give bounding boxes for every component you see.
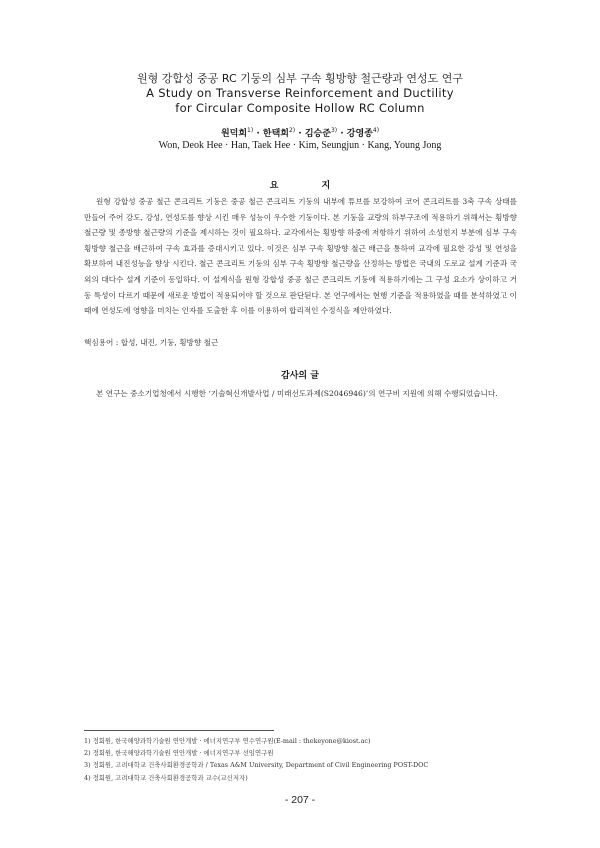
footnotes — [84, 735, 524, 784]
author-name: 원덕희 — [220, 129, 248, 139]
keywords: 핵심용어 : 합성, 내진, 기둥, 횡방향 철근 — [84, 338, 219, 347]
abstract-text: 원형 강합성 중공 철근 콘크리트 기둥은 중공 철근 콘크리트 기둥의 내부에 튜브를 보강하여 코어 콘크리트를 3축 구속 상태를 만들어 주어 강도, 강성, 연성도를 향상 시킨 매우 성능이 우수한 기둥이다. 본 기둥을 교량의 하부구조에 적용하기 위해서는 횡방향 철근량 및 종방향 철근량의 기준을 제시하는 것이 필요하다. 교각에서는 횡방향 하중에 저항하기 위하여 소성힌지 부분에 심부 구속 횡방향 철근을 배근하여 구속 효과를 증대시키고 있다. 이것은 심부 구속 횡방향 철근 배근을 통하여 교각에 필요한 강성 및 연성을 확보하여 내진성능을 향상 시킨다. 철근 콘크리트 기둥의 심부 구속 횡방향 철근량을 산정하는 방법은 국내의 도로교 설계 기준과 국외의 대다수 설계 기준이 동일하다. 이 설계식을 원형 강합성 중공 철근 콘크리트 기둥에 적용하기에는 그 구성 요소가 상이하고 거동 특성이 다르기 때문에 새로운 방법이 적용되어야 할 것으로 판단된다. 본 연구에서는 현행 기준을 적용하였을 때를 분석하였고 이때에 연성도에 영향을 미치는 인자를 도출한 후 이를 이용하여 합리적인 수정식을 제안하였다. — [84, 197, 517, 316]
title-korean: 원형 강합성 중공 RC 기둥의 심부 구속 횡방향 철근량과 연성도 연구 — [136, 72, 463, 85]
title-english-line2: for Circular Composite Hollow RC Column — [175, 101, 425, 115]
title-english-line1: A Study on Transverse Reinforcement and Ductility — [146, 86, 454, 100]
footnote-4: 4) 정회원, 고려대학교 건축사회환경공학과 교수(교신저자) — [84, 773, 248, 782]
page-number: - 207 - — [284, 794, 316, 806]
acknowledgement-heading: 감사의 글 — [281, 371, 319, 381]
authors-korean — [0, 126, 600, 139]
author-affiliation-mark: 2) — [288, 127, 296, 134]
footnote-divider — [84, 730, 274, 731]
author-separator: · — [295, 129, 305, 139]
abstract-heading: 요 지 — [269, 181, 351, 191]
author-separator: · — [253, 129, 263, 139]
author-affiliation-mark: 1) — [247, 127, 254, 134]
footnote-1: 1) 정회원, 한국해양과학기술원 연안개발 · 에너지연구부 연수연구원(E-mail : thekeyone@kiost.ac) — [84, 737, 371, 745]
author-affiliation-mark: 3) — [330, 127, 338, 134]
author-separator: · — [337, 129, 347, 139]
footnote-2: 2) 정회원, 한국해양과학기술원 연안개발 · 에너지연구부 선임연구원 — [84, 749, 274, 758]
author-name: 한택희 — [262, 129, 289, 139]
footnote-3: 3) 정회원, 고려대학교 건축사회환경공학과 / Texas A&M University, Department of Civil Engineering POST-DOC — [84, 761, 429, 770]
author-name: 김승준 — [304, 129, 331, 139]
authors-english: Won, Deok Hee · Han, Taek Hee · Kim, Seungjun · Kang, Young Jong — [158, 140, 442, 151]
author-affiliation-mark: 4) — [372, 127, 380, 134]
acknowledgement-text: 본 연구는 중소기업청에서 시행한 ‘기술혁신개발사업 / 미래선도과제(S2046946)’의 연구비 지원에 의해 수행되었습니다. — [96, 389, 498, 398]
author-name: 강영종 — [346, 129, 373, 139]
